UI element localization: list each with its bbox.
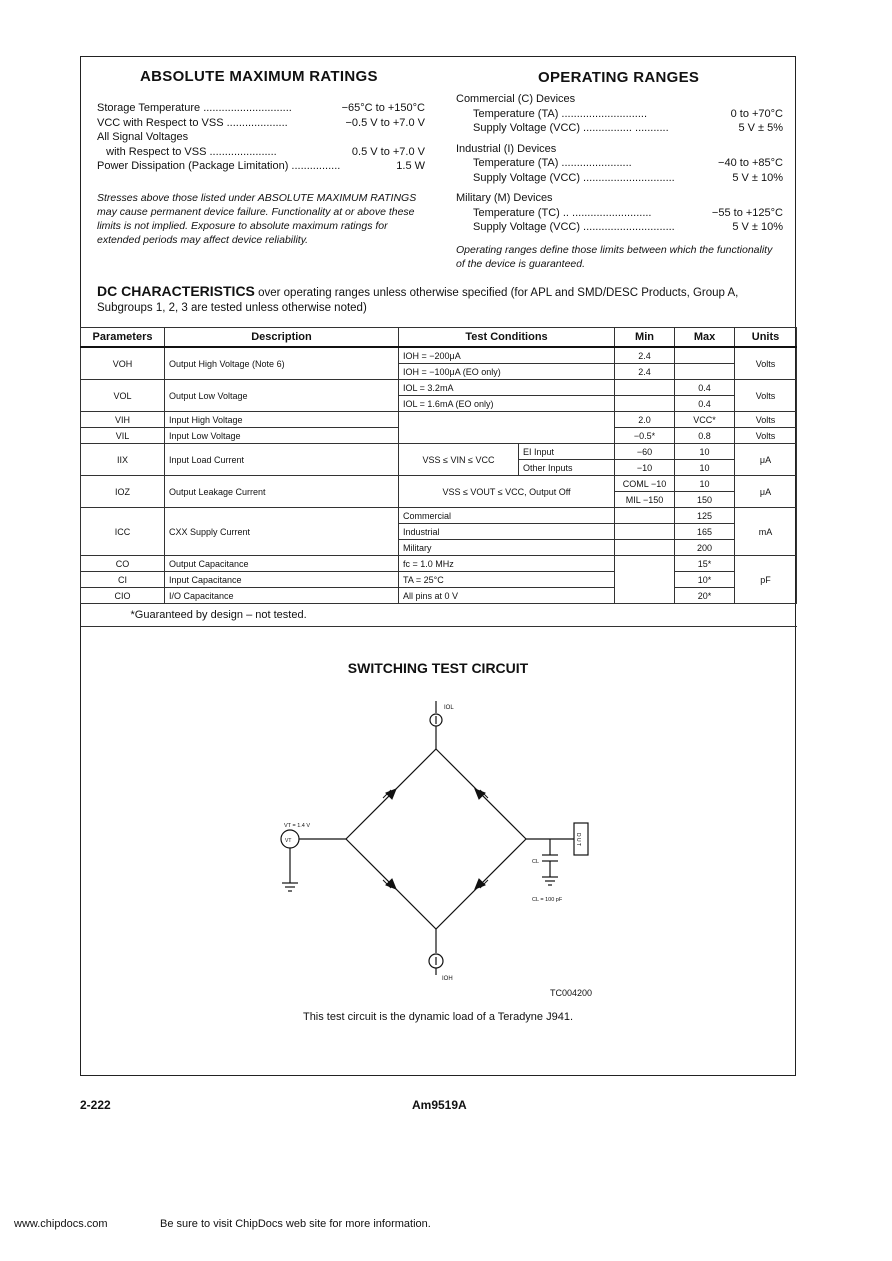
label-vt-source: VT [285,838,292,844]
param-cell: VOH [81,347,165,380]
op-value: 5 V ± 10% [732,171,783,184]
table-row [81,444,797,460]
cond-cell: fc = 1.0 MHz [399,556,615,572]
unit-cell: mA [735,508,797,556]
min-cell [615,524,675,540]
min-cell [615,508,675,524]
label-cl-value: CL = 100 pF [532,897,563,903]
unit-cell: μA [735,476,797,508]
table-row [81,380,797,396]
table-row [81,556,797,572]
site-link[interactable]: www.chipdocs.com [14,1218,108,1230]
param-cell: IOZ [81,476,165,508]
op-group-name: Military (M) Devices [456,192,553,204]
max-cell: 10 [675,444,735,460]
op-value: −55 to +125°C [711,206,783,219]
op-label: Supply Voltage (VCC) .............................. [473,221,675,233]
abs-max-label: All Signal Voltages [97,131,189,143]
desc-cell: Input Low Voltage [165,428,399,444]
table-row [81,412,797,428]
circuit-ref: TC004200 [550,988,593,998]
max-cell: 165 [675,524,735,540]
min-cell [615,556,675,604]
cond-cell: IOL = 1.6mA (EO only) [399,396,615,412]
min-cell [615,380,675,396]
op-value: −40 to +85°C [718,157,783,169]
cond-cell: IOH = −200μA [399,347,615,364]
part-number: Am9519A [412,1098,467,1112]
max-cell: 10 [675,460,735,476]
max-cell: 0.4 [675,380,735,396]
op-label: Temperature (TC) .. .......................... [473,206,652,219]
unit-cell: Volts [735,347,797,380]
param-cell: ICC [81,508,165,556]
col-header: Description [165,328,399,348]
op-value: 5 V ± 5% [738,122,783,134]
unit-cell: pF [735,556,797,604]
op-ranges-title: OPERATING RANGES [538,69,700,86]
circuit-caption: This test circuit is the dynamic load of a Teradyne J941. [302,1011,574,1023]
abs-max-value: 0.5 V to +7.0 V [351,145,425,158]
max-cell: 10 [675,476,735,492]
cond-cell [399,412,615,444]
dc-heading [97,284,757,316]
abs-max-label: Storage Temperature ............................. [97,102,292,114]
abs-max-value: −0.5 V to +7.0 V [345,116,425,129]
table-row [81,508,797,524]
param-cell: CO [81,556,165,572]
col-header: Max [675,328,735,348]
cond-cell: VSS ≤ VOUT ≤ VCC, Output Off [399,476,615,508]
table-header-row [81,328,797,348]
max-cell: 15* [675,556,735,572]
col-header: Min [615,328,675,348]
unit-cell: Volts [735,428,797,444]
max-cell: 200 [675,540,735,556]
switching-test-circuit [270,695,630,1010]
cond-cell: TA = 25°C [399,572,615,588]
desc-cell: Output High Voltage (Note 6) [165,347,399,380]
cond-cell: IOH = −100μA (EO only) [399,364,615,380]
desc-cell: Output Capacitance [165,556,399,572]
table-row [81,572,797,588]
abs-max-label: with Respect to VSS ...................... [97,145,277,158]
desc-cell: CXX Supply Current [165,508,399,556]
max-cell: 125 [675,508,735,524]
col-header: Units [735,328,797,348]
min-cell: 2.4 [615,347,675,364]
max-cell: 20* [675,588,735,604]
min-cell: −60 [615,444,675,460]
cond-cell: Industrial [399,524,615,540]
max-cell: 0.4 [675,396,735,412]
param-cell: CIO [81,588,165,604]
param-cell: CI [81,572,165,588]
unit-cell: μA [735,444,797,476]
dc-table [80,327,797,627]
param-cell: IIX [81,444,165,476]
circuit-title: SWITCHING TEST CIRCUIT [347,660,529,676]
abs-max-list [97,101,425,174]
max-cell: 0.8 [675,428,735,444]
cond-cell: VSS ≤ VIN ≤ VCC [399,444,519,476]
op-label: Temperature (TA) ....................... [473,157,632,169]
abs-max-value: 1.5 W [396,160,425,172]
page-number: 2-222 [80,1098,111,1112]
op-ranges-note: Operating ranges define those limits between which the functionality of the device is guaranteed. [456,244,773,270]
footnote: *Guaranteed by design – not tested. [81,604,797,627]
op-value: 5 V ± 10% [732,221,783,233]
min-cell [615,396,675,412]
label-dut: D U T [575,833,581,846]
max-cell: 10* [675,572,735,588]
unit-cell: Volts [735,412,797,428]
table-row [81,588,797,604]
min-cell: COML −10 [615,476,675,492]
min-cell: −10 [615,460,675,476]
op-ranges-list [456,92,783,235]
op-value: 0 to +70°C [730,107,783,120]
desc-cell: Input Capacitance [165,572,399,588]
param-cell: VIH [81,412,165,428]
col-header: Parameters [81,328,165,348]
min-cell: 2.4 [615,364,675,380]
desc-cell: Input High Voltage [165,412,399,428]
label-cl: CL [532,859,540,865]
unit-cell: Volts [735,380,797,412]
col-header: Test Conditions [399,328,615,348]
max-cell [675,347,735,364]
min-cell: −0.5* [615,428,675,444]
min-cell: MIL −150 [615,492,675,508]
label-iol: IOL [444,705,454,711]
op-group-name: Industrial (I) Devices [456,142,557,155]
max-cell [675,364,735,380]
abs-max-title: ABSOLUTE MAXIMUM RATINGS [140,68,378,85]
abs-max-value: −65°C to +150°C [341,102,425,114]
op-label: Temperature (TA) ............................ [473,107,648,120]
site-message: Be sure to visit ChipDocs web site for more information. [160,1218,431,1230]
abs-max-label: VCC with Respect to VSS .................... [97,116,288,129]
param-cell: VIL [81,428,165,444]
dc-title: DC CHARACTERISTICS [97,283,255,299]
desc-cell: Output Low Voltage [165,380,399,412]
abs-max-note: Stresses above those listed under ABSOLUTE MAXIMUM RATINGS may cause permanent device failure. Functionality at or above these limits is not implied. Exposure to absolute maximum ratings for extended periods may affect device reliability. [97,192,417,246]
op-label: Supply Voltage (VCC) ................ ........... [473,122,669,134]
param-cell: VOL [81,380,165,412]
cond-cell: Military [399,540,615,556]
label-ioh: IOH [442,976,453,982]
table-row [81,476,797,492]
cond-sub-cell: EI Input [519,444,615,460]
cond-cell: IOL = 3.2mA [399,380,615,396]
label-vt: VT = 1.4 V [284,823,311,829]
abs-max-label: Power Dissipation (Package Limitation) ................ [97,160,341,172]
desc-cell: Input Load Current [165,444,399,476]
dc-subtitle: over operating ranges unless otherwise specified (for APL and SMD/DESC Products, Group A, Subgroups 1, 2, 3 are tested unless otherwise noted) [97,287,739,314]
desc-cell: I/O Capacitance [165,588,399,604]
cond-cell: All pins at 0 V [399,588,615,604]
cond-cell: Commercial [399,508,615,524]
max-cell: 150 [675,492,735,508]
table-row [81,347,797,364]
min-cell: 2.0 [615,412,675,428]
footnote-row [81,604,797,627]
max-cell: VCC* [675,412,735,428]
desc-cell: Output Leakage Current [165,476,399,508]
cond-sub-cell: Other Inputs [519,460,615,476]
op-group-name: Commercial (C) Devices [456,93,576,105]
min-cell [615,540,675,556]
op-label: Supply Voltage (VCC) .............................. [473,171,675,184]
